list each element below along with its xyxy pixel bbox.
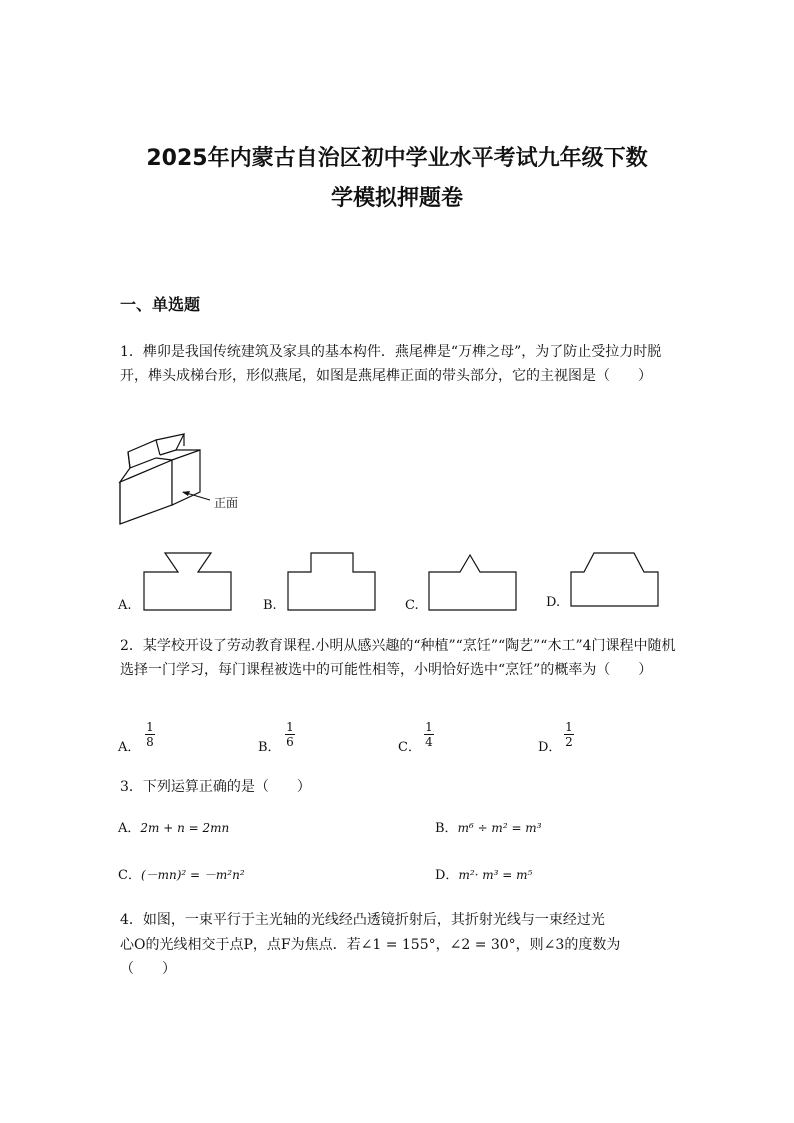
q1-option-b-label[interactable]: B.: [263, 598, 277, 613]
q2-option-b-label[interactable]: B．: [258, 740, 281, 755]
q3-option-a-expr: 2m + n = 2mn: [140, 821, 230, 835]
question-1-text: 1．榫卯是我国传统建筑及家具的基本构件．燕尾榫是“万榫之母”，为了防止受拉力时脱开，榫头成梯台形，形似燕尾，如图是燕尾榫正面的带头部分，它的主视图是（ ）: [120, 344, 662, 384]
dovetail-figure: [110, 430, 270, 530]
q2-option-d-label[interactable]: D．: [538, 740, 562, 755]
q2-c-numerator: 1: [425, 720, 433, 734]
exam-title-line1: 2025年内蒙古自治区初中学业水平考试九年级下数: [146, 146, 648, 171]
q3-option-c-label: C．: [118, 868, 141, 883]
question-4-line3: （ ）: [120, 961, 176, 977]
section-heading: 一、单选题: [120, 295, 201, 314]
q3-option-b-expr: m⁶ ÷ m² = m³: [457, 821, 542, 835]
exam-title-line2: 学模拟押题卷: [330, 186, 463, 211]
question-3-text: 3．下列运算正确的是（ ）: [120, 779, 311, 795]
q1-option-b-shape[interactable]: [287, 552, 377, 612]
q2-d-numerator: 1: [565, 720, 573, 734]
question-4-line1: 4．如图，一束平行于主光轴的光线经凸透镜折射后，其折射光线与一束经过光: [120, 912, 605, 928]
q2-option-a-label[interactable]: A．: [118, 740, 141, 755]
q3-option-b[interactable]: [435, 817, 542, 836]
q1-option-c-label[interactable]: C.: [405, 598, 419, 613]
q2-b-denominator: 6: [286, 735, 294, 749]
question-2-text: 2．某学校开设了劳动教育课程.小明从感兴趣的“种植”“烹饪”“陶艺”“木工”4门课程中随机选择一门学习，每门课程被选中的可能性相等，小明恰好选中“烹饪”的概率为（ ）: [120, 638, 676, 678]
q1-option-a-shape[interactable]: [143, 552, 233, 612]
q2-d-denominator: 2: [565, 735, 573, 749]
q2-b-numerator: 1: [286, 720, 294, 734]
q2-option-c-fraction[interactable]: [422, 720, 436, 749]
q3-option-d[interactable]: [435, 864, 532, 883]
front-face-label: 正面: [214, 496, 239, 510]
q2-a-numerator: 1: [146, 720, 154, 734]
q2-option-c-label[interactable]: C．: [398, 740, 421, 755]
q3-option-a-label: A．: [118, 821, 141, 836]
q3-option-c-expr: (－mn)² = －m²n²: [140, 868, 245, 882]
q2-option-a-fraction[interactable]: [143, 720, 157, 749]
q3-option-b-label: B．: [435, 821, 458, 836]
q1-option-c-shape[interactable]: [428, 552, 518, 612]
q2-option-d-fraction[interactable]: [562, 720, 576, 749]
q3-option-d-expr: m²· m³ = m⁵: [458, 868, 533, 882]
q3-option-a[interactable]: [118, 817, 229, 836]
q1-option-d-shape[interactable]: [570, 552, 660, 612]
q2-c-denominator: 4: [425, 735, 433, 749]
q1-option-d-label[interactable]: D.: [546, 595, 561, 610]
q2-a-denominator: 8: [146, 735, 154, 749]
q3-option-d-label: D．: [435, 868, 459, 883]
q1-option-a-label[interactable]: A.: [118, 598, 132, 613]
q3-option-c[interactable]: [118, 864, 245, 883]
q2-option-b-fraction[interactable]: [283, 720, 297, 749]
question-4-line2: 心O的光线相交于点P，点F为焦点．若∠1 = 155°，∠2 = 30°，则∠3的度数为: [120, 937, 621, 953]
